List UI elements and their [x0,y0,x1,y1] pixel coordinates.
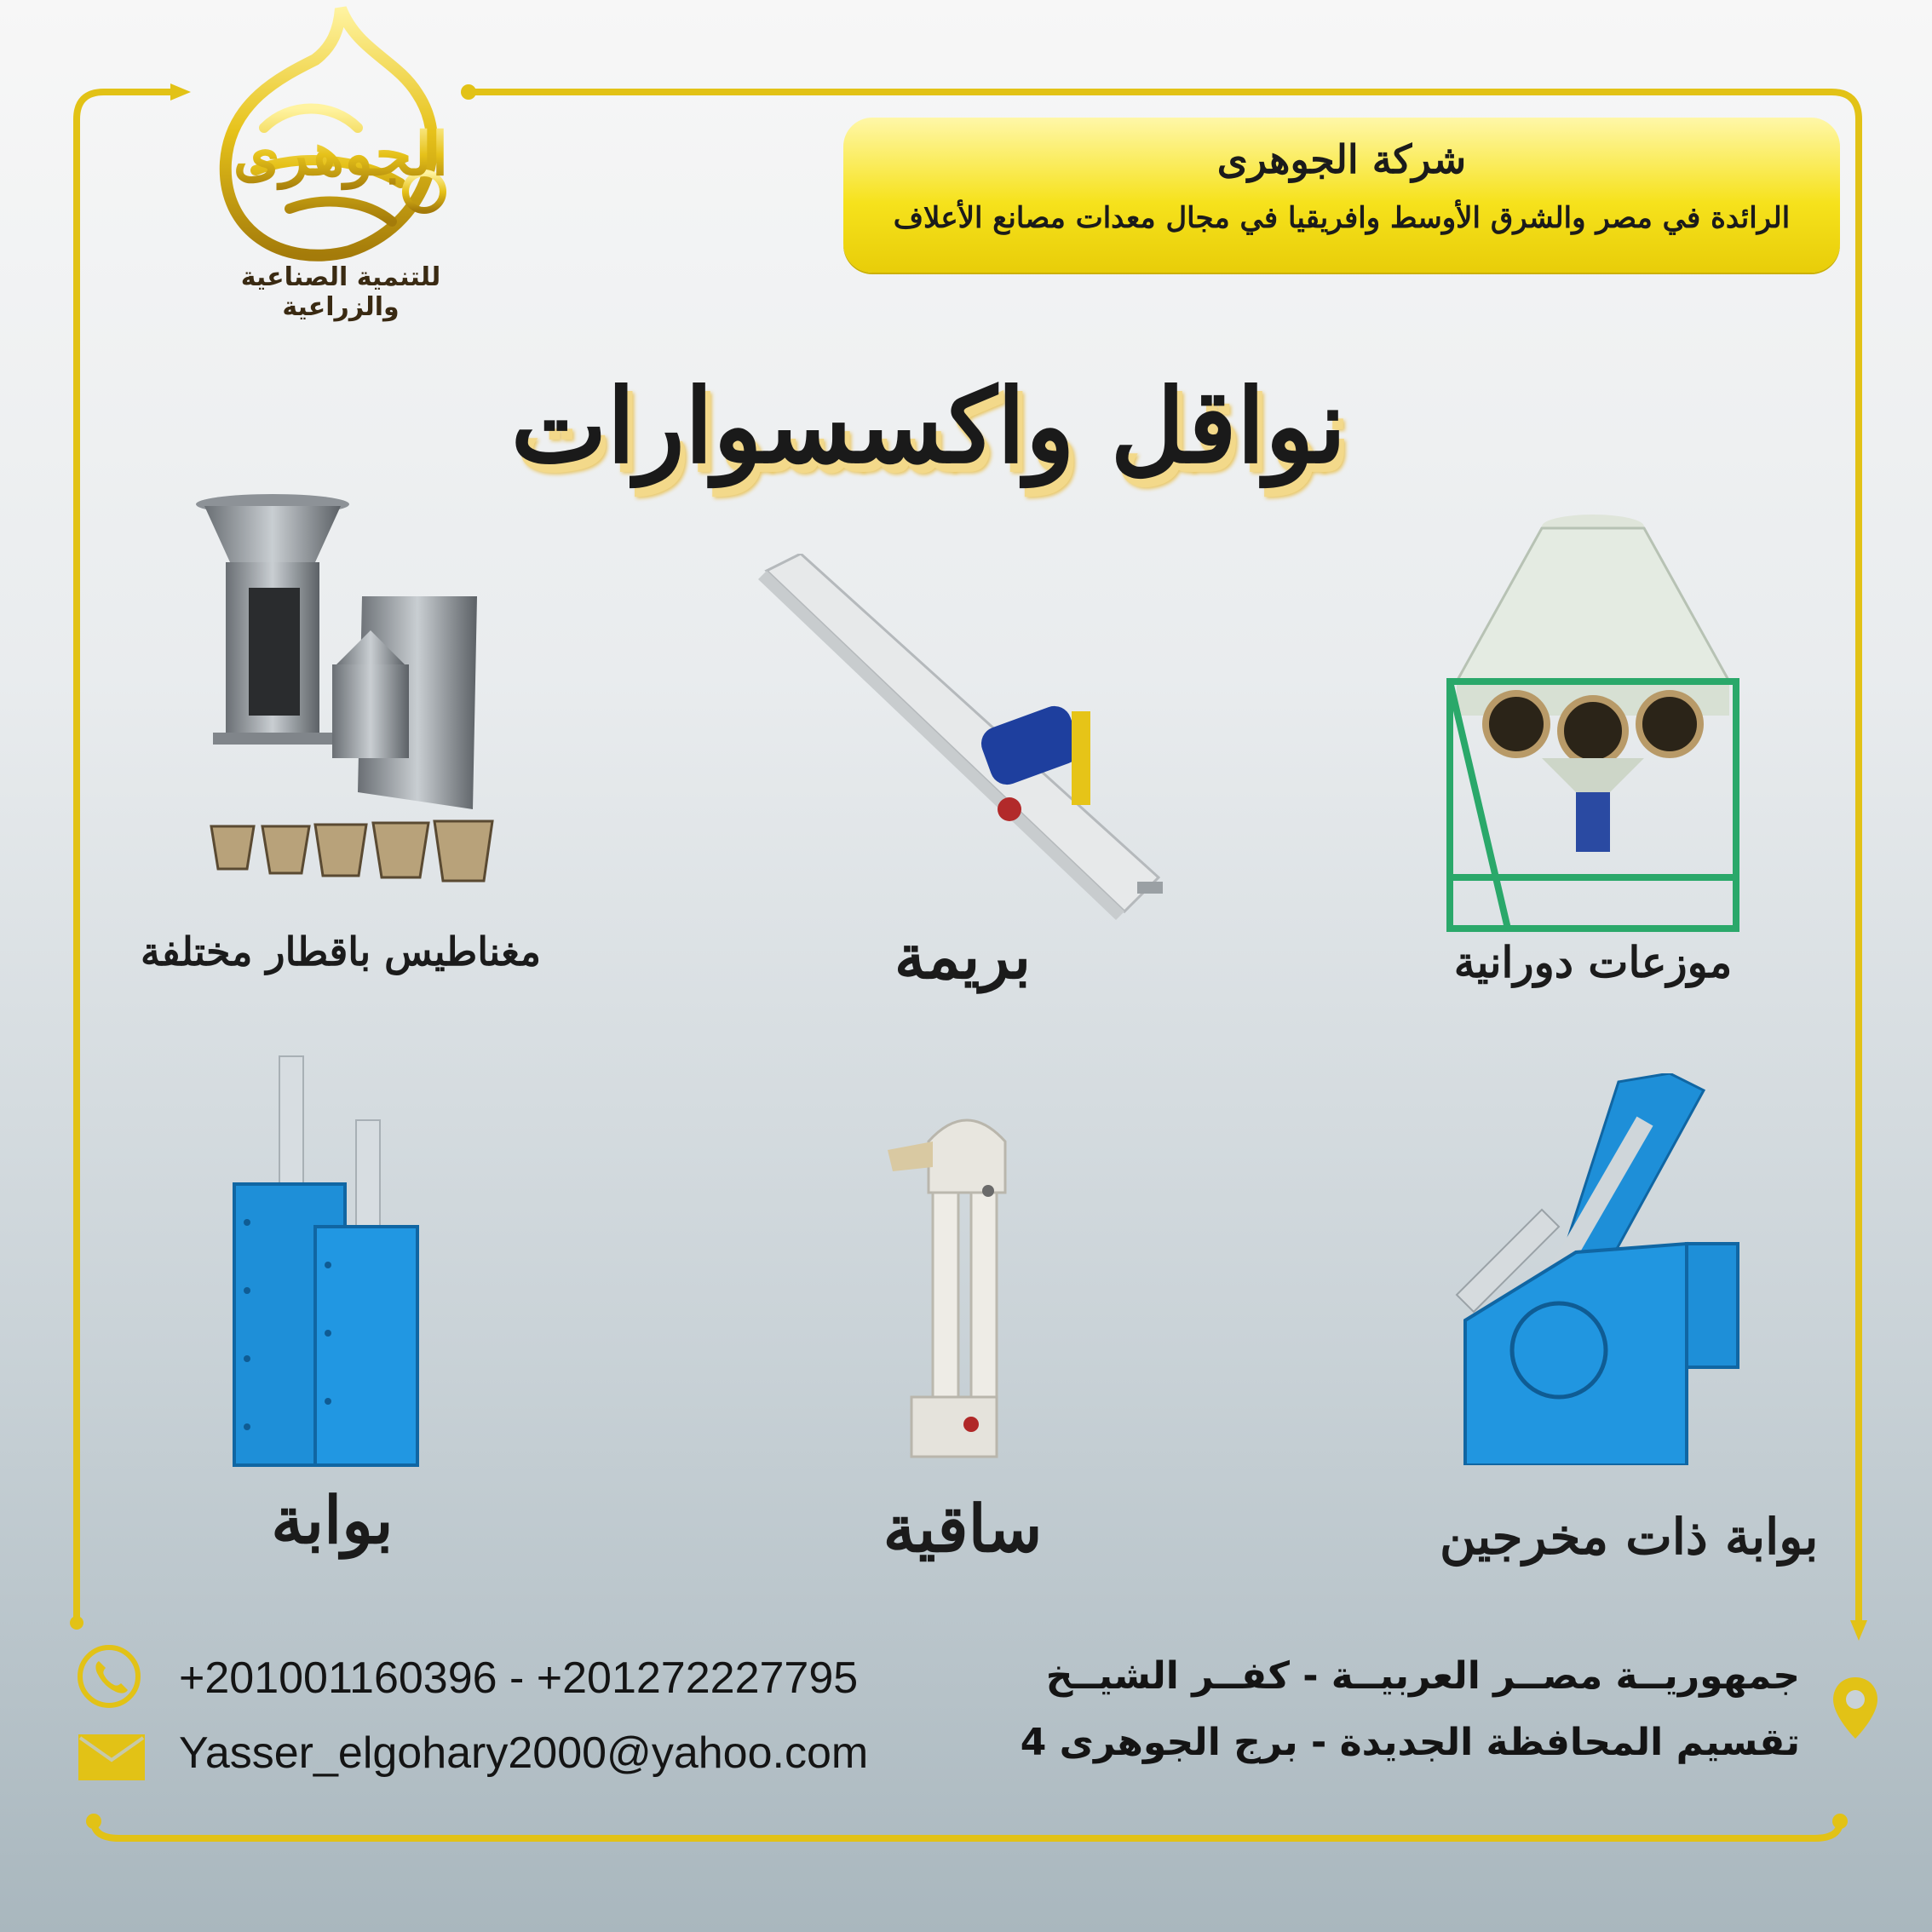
mail-icon [77,1733,147,1782]
magnet-icon [187,494,494,920]
product-label-slide-gate: بوابة [271,1482,394,1558]
two-way-gate-icon [1448,1073,1755,1465]
product-label-screw-conveyor: بريمة [894,920,1032,992]
logo-caption: للتنمية الصناعية والزراعية [240,262,441,322]
address-line-1: جمهوريــة مصــر العربيــة - كفــر الشيــخ [1045,1654,1800,1698]
rotary-distributor-icon [1440,511,1746,937]
svg-text:الجوهرى: الجوهرى [233,118,449,189]
page-title: نواقل واكسسوارات [510,366,1347,486]
header-banner [843,118,1840,273]
company-name: شركة الجوهرى [1216,136,1467,182]
product-rotary-distributor [1440,511,1746,937]
slide-gate-icon [230,1052,426,1469]
product-label-rotary-distributor: موزعات دورانية [1453,937,1733,987]
product-label-magnets: مغناطيس باقطار مختلفة [140,929,542,975]
bucket-elevator-icon [886,1107,1039,1465]
product-two-way-gate [1448,1073,1755,1465]
screw-conveyor-icon [750,554,1176,929]
product-label-two-way-gate: بوابة ذات مخرجين [1440,1508,1819,1566]
company-tagline: الرائدة في مصر والشرق الأوسط وافريقيا في مجال معدات مصانع الأعلاف [893,201,1791,235]
address-line-2: 4 تقسيم المحافظة الجديدة - برج الجوهرى [1020,1721,1800,1764]
product-screw-conveyor [750,554,1176,929]
location-pin-icon [1830,1674,1881,1742]
phone-icon [75,1642,143,1711]
product-magnets [187,494,494,920]
product-label-bucket-elevator: ساقية [883,1491,1043,1567]
product-slide-gate [230,1052,426,1469]
product-bucket-elevator [886,1107,1039,1465]
phone-numbers: +201001160396 - +201272227795 [179,1653,859,1703]
email-address[interactable]: Yasser_elgohary2000@yahoo.com [179,1728,869,1778]
company-logo [187,0,494,290]
